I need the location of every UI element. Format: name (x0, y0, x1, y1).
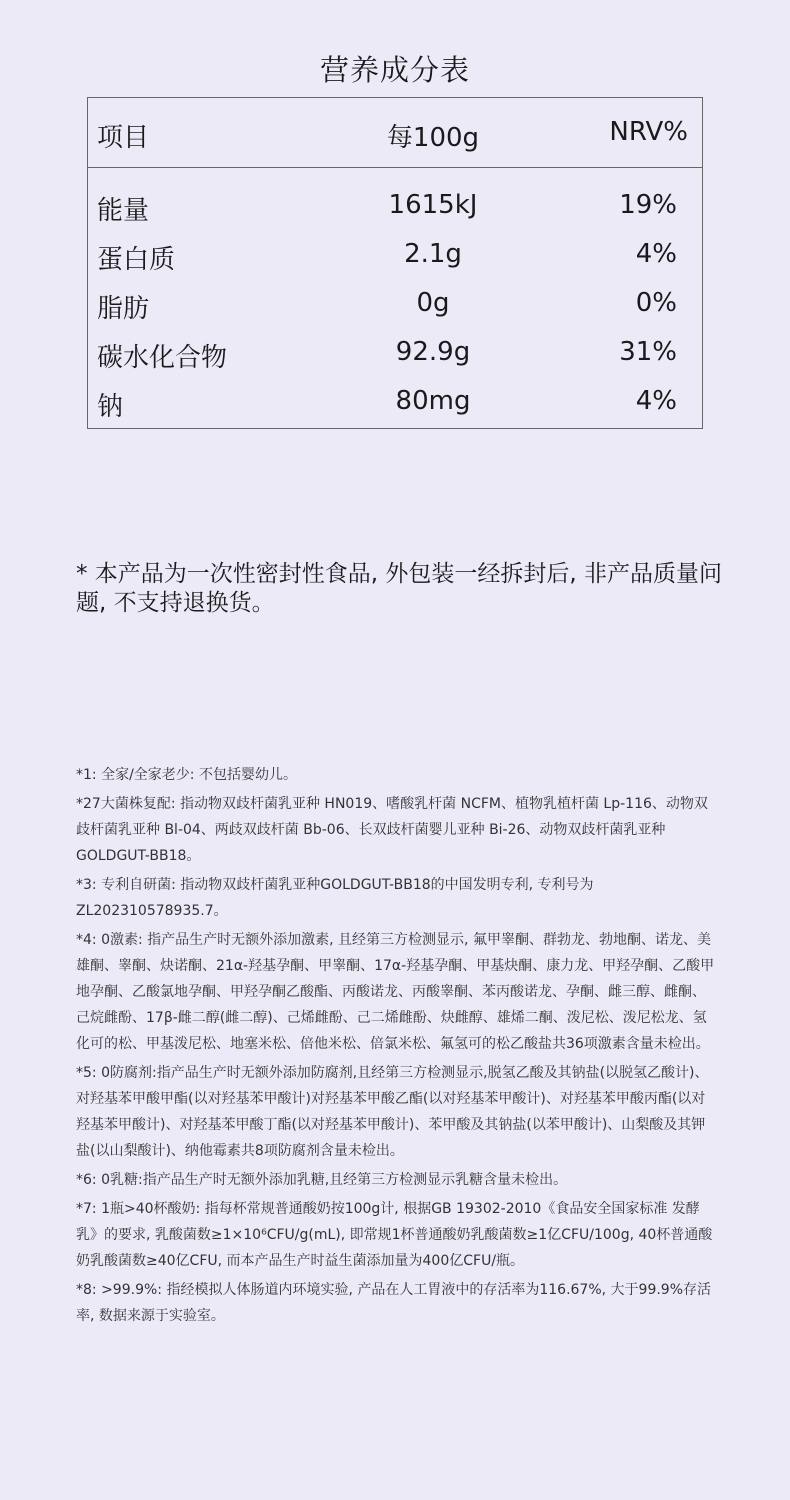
nutrient-name: 能量 (97, 196, 150, 226)
nutrition-table (87, 97, 703, 429)
footnote-8: *8: >99.9%: 指经模拟人体肠道内环境实验, 产品在人工胃液中的存活率为116.67%, 大于99.9%存活率, 数据来源于实验室。 (76, 1282, 712, 1324)
nutrient-amount: 1615kJ (388, 190, 478, 220)
nutrient-nrv: 0% (635, 288, 677, 318)
nutrient-name: 蛋白质 (97, 245, 176, 275)
nutrient-amount: 0g (416, 288, 450, 318)
nutrient-name: 钠 (97, 392, 124, 422)
nutrient-nrv: 19% (619, 190, 677, 220)
nutrient-name: 碳水化合物 (97, 343, 228, 373)
nutrient-nrv: 4% (635, 386, 677, 416)
nutrient-amount: 80mg (395, 386, 471, 416)
footnote-2: *27大菌株复配: 指动物双歧杆菌乳亚种 HN019、嗜酸乳杆菌 NCFM、植物乳植杆菌 Lp-116、动物双歧杆菌乳亚种 Bl-04、两歧双歧杆菌 Bb-06、长双歧杆菌婴儿亚种 Bi-26、动物双歧杆菌乳亚种GOLDGUT-BB18。 (76, 796, 708, 864)
table-row (88, 231, 702, 280)
nutrient-amount: 92.9g (395, 337, 471, 367)
table-header-row (88, 98, 702, 168)
nutrient-amount: 2.1g (404, 239, 462, 269)
footnote-7: *7: 1瓶>40杯酸奶: 指每杯常规普通酸奶按100g计, 根据GB 19302-2010《食品安全国家标准 发酵乳》的要求, 乳酸菌数≥1×10⁶CFU/g(mL), 即常规1杯普通酸奶乳酸菌数≥1亿CFU/100g, 40杯普通酸奶乳酸菌数≥40亿CFU, 而本产品生产时益生菌添加量为400亿CFU/瓶。 (76, 1201, 713, 1269)
nutrient-nrv: 4% (635, 239, 677, 269)
footnote-4: *4: 0激素: 指产品生产时无额外添加激素, 且经第三方检测显示, 氟甲睾酮、群勃龙、勃地酮、诺龙、美雄酮、睾酮、炔诺酮、21α-羟基孕酮、甲睾酮、17α-羟基孕酮、甲基炔酮、康力龙、甲羟孕酮、乙酸甲地孕酮、乙酸氯地孕酮、甲羟孕酮乙酸酯、丙酸诺龙、丙酸睾酮、苯丙酸诺龙、孕酮、雌三醇、雌酮、己烷雌酚、17β-雌二醇(雌二醇)、己烯雌酚、己二烯雌酚、炔雌醇、雄烯二酮、泼尼松、泼尼松龙、氢化可的松、甲基泼尼松、地塞米松、倍他米松、倍氯米松、氟氢可的松乙酸盐共36项激素含量未检出。 (76, 932, 715, 1052)
header-per-100g: 每100g (386, 123, 480, 153)
table-row (88, 329, 702, 378)
nutrient-nrv: 31% (619, 337, 677, 367)
footnote-1: *1: 全家/全家老少: 不包括婴幼儿。 (76, 767, 297, 783)
footnotes (76, 762, 716, 1332)
nutrient-name: 脂肪 (97, 294, 150, 324)
return-policy-notice: * 本产品为一次性密封性食品, 外包装一经拆封后, 非产品质量问题, 不支持退换货。 (76, 561, 723, 616)
header-item: 项目 (97, 123, 150, 153)
table-row (88, 280, 702, 329)
table-row (88, 378, 702, 427)
nutrition-table-title: 营养成分表 (319, 53, 470, 87)
footnote-6: *6: 0乳糖:指产品生产时无额外添加乳糖,且经第三方检测显示乳糖含量未检出。 (76, 1172, 568, 1188)
table-row (88, 182, 702, 231)
header-nrv: NRV% (609, 117, 688, 147)
footnote-5: *5: 0防腐剂:指产品生产时无额外添加防腐剂,且经第三方检测显示,脱氢乙酸及其钠盐(以脱氢乙酸计)、对羟基苯甲酸甲酯(以对羟基苯甲酸计)对羟基苯甲酸乙酯(以对羟基苯甲酸计)、对羟基苯甲酸丙酯(以对羟基苯甲酸计)、对羟基苯甲酸丁酯(以对羟基苯甲酸计)、苯甲酸及其钠盐(以苯甲酸计)、山梨酸及其钾盐(以山梨酸计)、纳他霉素共8项防腐剂含量未检出。 (76, 1065, 709, 1159)
footnote-3: *3: 专利自研菌: 指动物双歧杆菌乳亚种GOLDGUT-BB18的中国发明专利, 专利号为ZL202310578935.7。 (76, 877, 594, 919)
